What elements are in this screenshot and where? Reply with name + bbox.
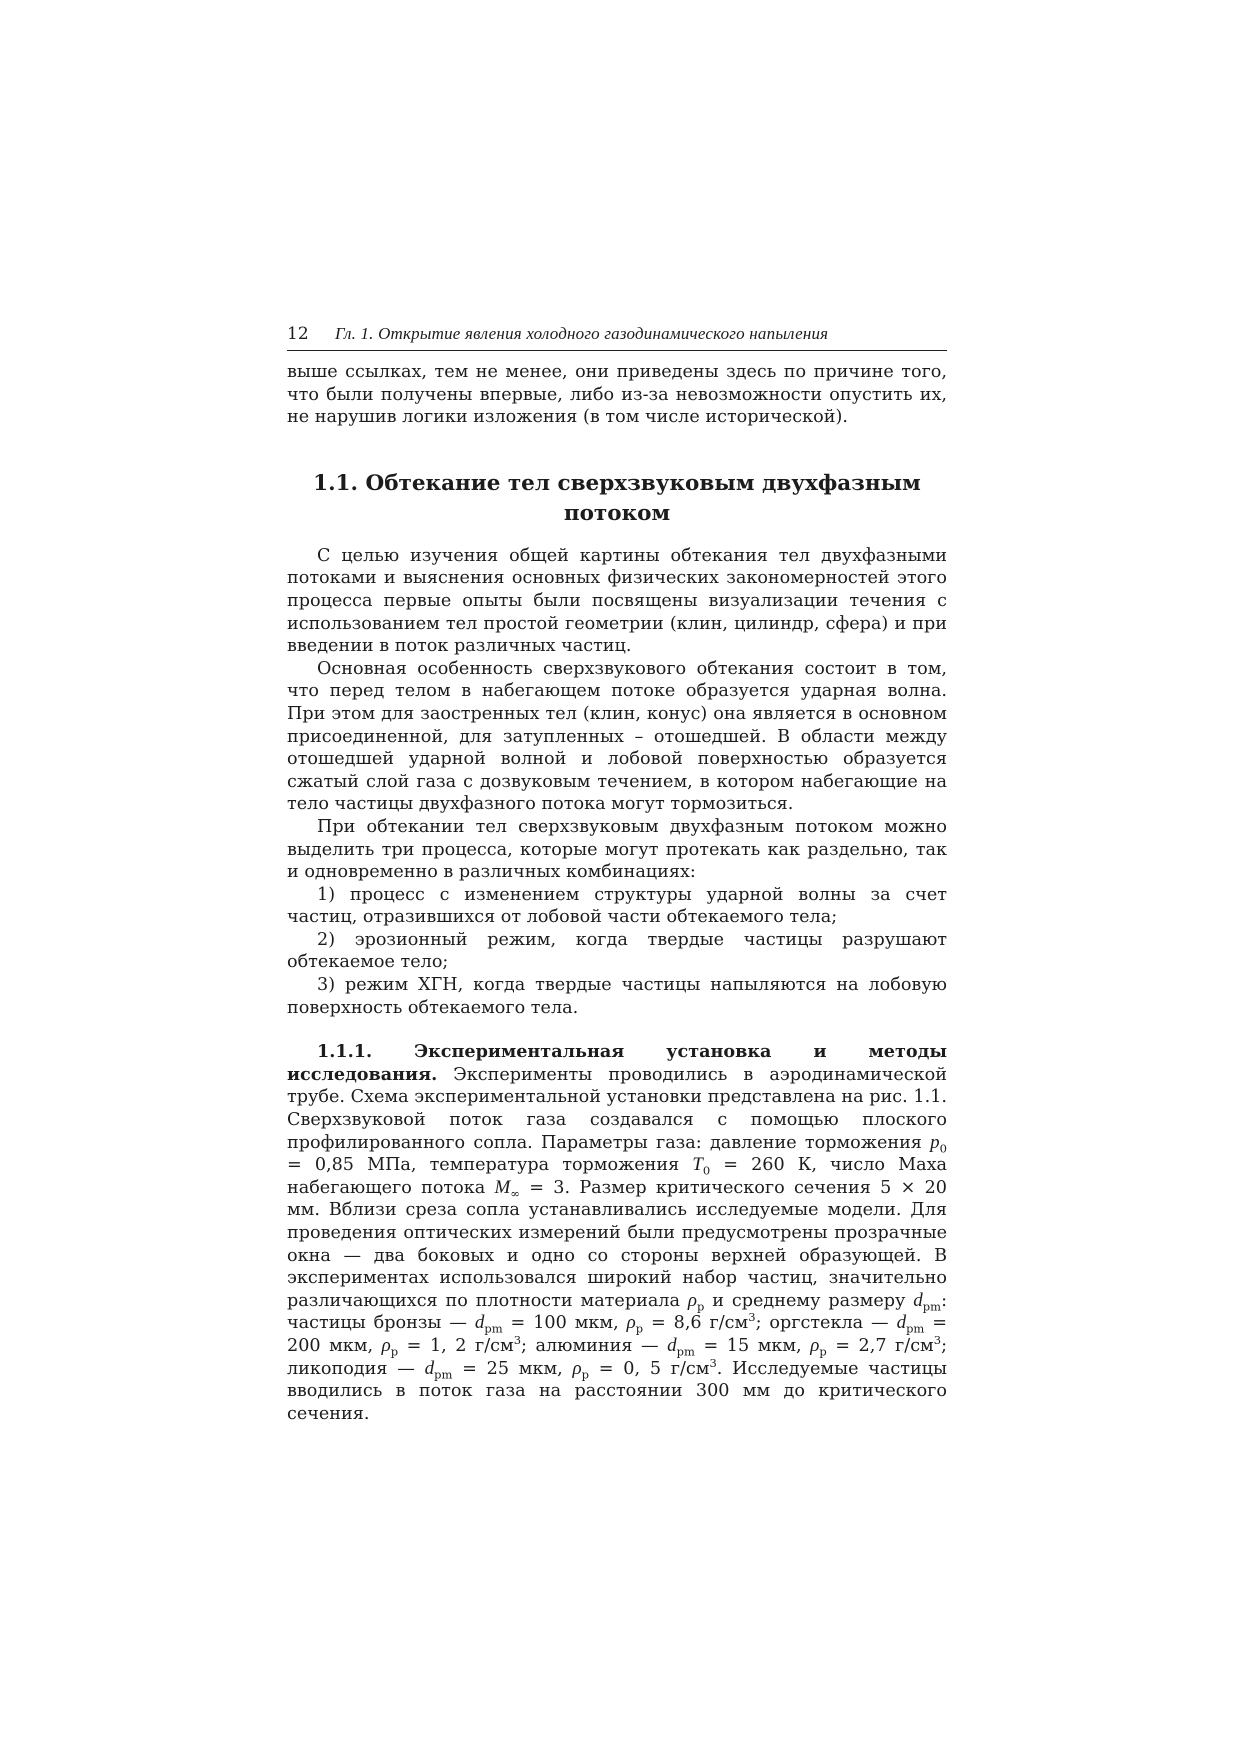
- text-run: = 25 мкм,: [452, 1358, 573, 1379]
- math-var: d: [424, 1357, 435, 1379]
- math-var: d: [474, 1312, 485, 1334]
- subsection-heading: 1.1.1. Экспериментальная установка и методы исследования.: [287, 1041, 947, 1085]
- math-sub: pm: [676, 1344, 695, 1359]
- text-run: = 260 К, число Маха набегающего потока: [287, 1155, 947, 1198]
- book-page: [287, 322, 947, 1425]
- text-run: ; алюминия —: [521, 1335, 668, 1356]
- list-item: 2) эрозионный режим, когда твердые частицы разрушают обтекаемое тело;: [287, 929, 947, 973]
- math-var: ρ: [626, 1312, 636, 1334]
- math-sub: p: [581, 1367, 590, 1382]
- section-heading: 1.1. Обтекание тел сверхзвуковым двухфазным потоком: [313, 470, 921, 526]
- math-sup: 3: [513, 1333, 522, 1348]
- text-run: = 3. Размер критического сечения 5 × 20 мм. Вблизи среза сопла устанавливались исследуемые модели. Для проведения оптических измерений были предусмотрены прозрачные окна — два боковых и одно со стороны верхней образующей. В экспериментах использовался широкий набор частиц, значительно различающихся по плотности материала: [287, 1177, 947, 1311]
- text-run: и среднему размеру: [704, 1290, 914, 1311]
- math-var: d: [913, 1289, 923, 1311]
- list-item: 3) режим ХГН, когда твердые частицы напыляются на лобовую поверхность обтекаемого тела.: [287, 975, 947, 1018]
- math-var: ρ: [810, 1334, 820, 1356]
- math-var: ρ: [381, 1334, 391, 1356]
- paragraph-continuation: выше ссылках, тем не менее, они приведены здесь по причине того, что были получены впервые, либо из-за невозможности опустить их, не нарушив логики изложения (в том числе исторической).: [287, 362, 947, 428]
- math-sub: pm: [922, 1299, 942, 1314]
- math-sub: p: [697, 1299, 705, 1314]
- text-run: = 1, 2 г/см: [398, 1335, 514, 1356]
- math-var: ρ: [687, 1289, 697, 1311]
- math-sub: pm: [484, 1321, 503, 1336]
- math-sub: p: [635, 1321, 644, 1336]
- math-sup: 3: [748, 1310, 756, 1325]
- math-sub: pm: [434, 1367, 453, 1382]
- running-title: Гл. 1. Открытие явления холодного газодинамического напыления: [335, 324, 829, 343]
- text-run: = 100 мкм,: [502, 1313, 627, 1334]
- text-run: = 15 мкм,: [694, 1335, 811, 1356]
- math-sub: 0: [939, 1141, 947, 1156]
- math-sub: pm: [906, 1321, 925, 1336]
- math-sub: p: [819, 1344, 827, 1359]
- text-run: = 0,85 МПа, температура торможения: [287, 1155, 693, 1176]
- text-run: = 200 мкм,: [287, 1313, 947, 1356]
- math-var: ρ: [572, 1357, 582, 1379]
- page-number: 12: [287, 324, 309, 344]
- paragraph: При обтекании тел сверхзвуковым двухфазным потоком можно выделить три процесса, которые могут протекать как раздельно, так и одновременно в различных комбинациях:: [287, 816, 947, 883]
- subsection-paragraph: [287, 1041, 947, 1425]
- math-var: T: [692, 1154, 703, 1176]
- list-item: 1) процесс с изменением структуры ударной волны за счет частиц, отразившихся от лобовой части обтекаемого тела;: [287, 884, 947, 928]
- math-sub: ∞: [510, 1186, 520, 1201]
- text-run: ; оргстекла —: [755, 1313, 897, 1334]
- math-var: M: [494, 1176, 511, 1198]
- math-var: p: [930, 1131, 940, 1153]
- text-run: Эксперименты проводились в аэродинамической трубе. Схема экспериментальной установки представлена на рис. 1.1. Сверхзвуковой поток газа создавался с помощью плоского профилированного сопла. Параметры газа: давление торможения: [287, 1064, 947, 1153]
- text-run: . Исследуемые частицы вводились в поток газа на расстоянии 300 мм до критического сечения.: [287, 1358, 947, 1424]
- text-run: = 2,7 г/см: [826, 1335, 934, 1356]
- text-run: ; ликоподия —: [287, 1335, 948, 1379]
- math-sup: 3: [933, 1333, 942, 1348]
- text-run: = 0, 5 г/см: [589, 1358, 710, 1379]
- math-sub: 0: [702, 1163, 711, 1178]
- math-sup: 3: [709, 1355, 717, 1370]
- page-body: [287, 361, 947, 1425]
- text-run: = 8,6 г/см: [643, 1313, 749, 1334]
- paragraph: С целью изучения общей картины обтекания тел двухфазными потоками и выяснения основных физических закономерностей этого процесса первые опыты были посвящены визуализации течения с использованием тел простой геометрии (клин, цилиндр, сфера) и при введении в поток различных частиц.: [287, 545, 947, 657]
- math-var: d: [896, 1312, 907, 1334]
- math-sub: p: [390, 1344, 399, 1359]
- text-run: : частицы бронзы —: [287, 1290, 947, 1334]
- page-header: [287, 322, 947, 351]
- math-var: d: [667, 1334, 677, 1356]
- paragraph: Основная особенность сверхзвукового обтекания состоит в том, что перед телом в набегающем потоке образуется ударная волна. При этом для заостренных тел (клин, конус) она является в основном присоединенной, для затупленных – отошедшей. В области между отошедшей ударной волной и лобовой поверхностью образуется сжатый слой газа с дозвуковым течением, в котором набегающие на тело частицы двухфазного потока могут тормозиться.: [287, 658, 947, 815]
